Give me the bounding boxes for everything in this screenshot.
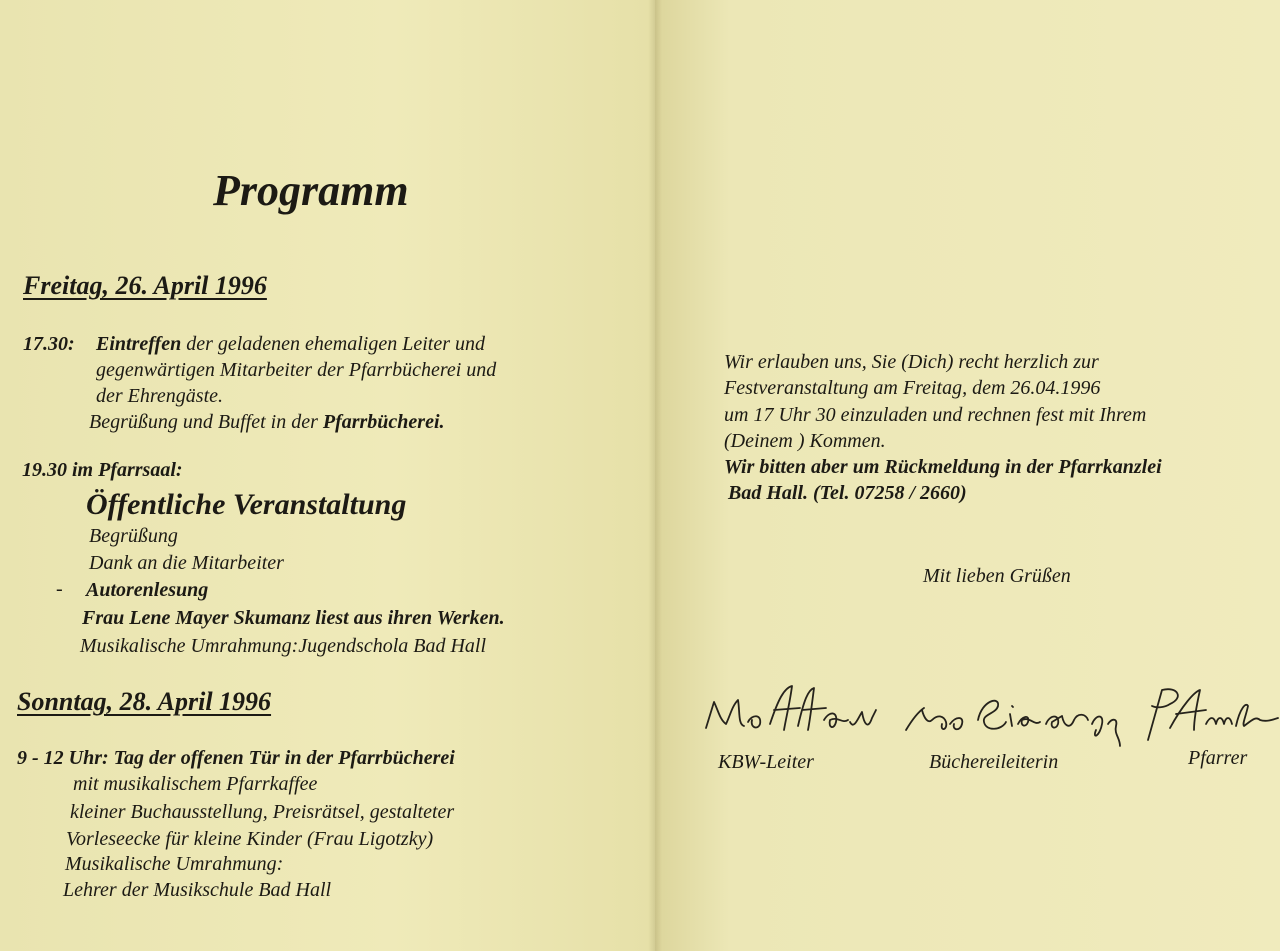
invite-line6: Bad Hall. (Tel. 07258 / 2660) bbox=[728, 482, 967, 504]
signatures bbox=[700, 680, 1280, 750]
invite-line5 bbox=[724, 454, 1162, 480]
invite-line4: (Deinem ) Kommen. bbox=[724, 430, 886, 452]
day1-item1-line1 bbox=[96, 331, 485, 357]
reply-word: Rückmeldung bbox=[884, 456, 1000, 478]
day2-line2: mit musikalischem Pfarrkaffee bbox=[73, 773, 318, 795]
event-thanks: Dank an die Mitarbeiter bbox=[89, 552, 284, 574]
day1-item2-line1 bbox=[22, 457, 183, 483]
day1-place: im Pfarrsaal: bbox=[67, 459, 183, 481]
arrival-text: der geladenen ehemaligen Leiter und bbox=[181, 333, 486, 355]
day2-line5: Musikalische Umrahmung: bbox=[65, 853, 284, 875]
arrival-label: Eintreffen bbox=[96, 333, 182, 355]
sig2-role: Büchereileiterin bbox=[929, 751, 1059, 773]
day2-line1: 9 - 12 Uhr: Tag der offenen Tür in der Pfarrbücherei bbox=[17, 747, 455, 769]
day1-time1: 17.30: bbox=[23, 333, 75, 355]
event-music: Musikalische Umrahmung:Jugendschola Bad Hall bbox=[80, 635, 487, 657]
greeting: Mit lieben Grüßen bbox=[923, 565, 1071, 587]
sig3-role: Pfarrer bbox=[1188, 747, 1248, 769]
author-reading: Autorenlesung bbox=[86, 579, 209, 601]
day2-line6: Lehrer der Musikschule Bad Hall bbox=[63, 879, 332, 901]
buffet-text: Begrüßung und Buffet in der bbox=[89, 411, 323, 433]
dash-mark: - bbox=[56, 578, 63, 600]
day1-item1-line3: der Ehrengäste. bbox=[96, 385, 224, 407]
library-label: Pfarrbücherei. bbox=[322, 411, 445, 433]
office-text: in der Pfarrkanzlei bbox=[999, 456, 1162, 478]
sig1-role: KBW-Leiter bbox=[718, 751, 814, 773]
signature-pfarrer bbox=[1148, 689, 1278, 740]
day1-item1-line4 bbox=[89, 409, 445, 435]
author-reading-detail: Frau Lene Mayer Skumanz liest aus ihren Werken. bbox=[82, 607, 505, 629]
day1-time2: 19.30 bbox=[22, 459, 67, 481]
day2-line3: kleiner Buchausstellung, Preisrätsel, gestalteter bbox=[70, 801, 455, 823]
day2-line4: Vorleseecke für kleine Kinder (Frau Ligotzky) bbox=[66, 828, 434, 850]
day1-item1-line2: gegenwärtigen Mitarbeiter der Pfarrbücherei und bbox=[96, 359, 497, 381]
invite-line2: Festveranstaltung am Freitag, dem 26.04.1996 bbox=[724, 377, 1101, 399]
day1-heading: Freitag, 26. April 1996 bbox=[23, 271, 267, 300]
event-welcome: Begrüßung bbox=[89, 525, 178, 547]
signature-buechereileiterin bbox=[906, 701, 1120, 746]
public-event-title: Öffentliche Veranstaltung bbox=[86, 488, 407, 521]
signature-kbw-leiter bbox=[706, 686, 876, 730]
invite-line3: um 17 Uhr 30 einzuladen und rechnen fest mit Ihrem bbox=[724, 404, 1147, 426]
day2-heading: Sonntag, 28. April 1996 bbox=[17, 687, 272, 716]
page-fold bbox=[648, 0, 662, 951]
program-title: Programm bbox=[213, 166, 409, 215]
reply-text: Wir bitten aber um bbox=[724, 456, 885, 478]
invite-line1: Wir erlauben uns, Sie (Dich) recht herzlich zur bbox=[724, 351, 1099, 373]
